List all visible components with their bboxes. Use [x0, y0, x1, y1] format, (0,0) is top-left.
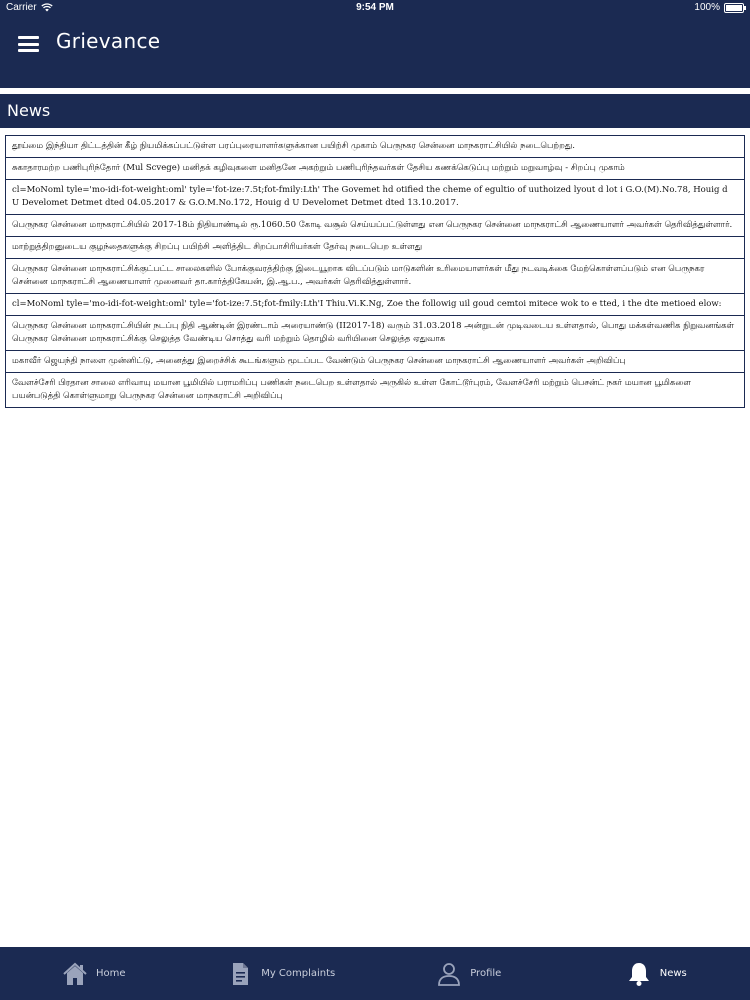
news-item[interactable]: மாற்றுத்திறனுடைய குழந்தைகளுக்கு சிறப்பு பயிற்சி அளித்திட சிறப்பாசிரியர்கள் தேர்வு நடைபெற உள்ளது [5, 237, 745, 259]
battery-percent: 100% [694, 2, 720, 13]
document-icon [227, 961, 253, 987]
nav-news[interactable] [563, 947, 750, 1000]
news-item[interactable]: cl=MoNoml tyle='mo-idi-fot-weight:oml' tyle='fot-ize:7.5t;fot-fmily:Lth' The Govemet hd otified the cheme of egultio of uuthoized lyout d lot i G.O.(M).No.78, Houig d U Develomet Detmet dted 04.05.2017 & G.O.M.No.172, Houig d U Develomet Detmet dted 13.10.2017. [5, 180, 745, 215]
home-icon [62, 961, 88, 987]
status-bar [0, 0, 750, 16]
nav-profile[interactable] [375, 947, 563, 1000]
status-time: 9:54 PM [356, 2, 394, 13]
section-title: News [7, 101, 51, 120]
status-battery [694, 2, 744, 13]
news-list [5, 135, 745, 408]
nav-home-label: Home [95, 968, 126, 979]
nav-profile-label: Profile [470, 968, 502, 979]
nav-my-complaints[interactable] [188, 947, 376, 1000]
nav-home[interactable] [0, 947, 188, 1000]
nav-my-complaints-label: My Complaints [261, 968, 336, 979]
news-item[interactable]: பெருநகர சென்னை மாநகராட்சிக்குட்பட்ட சாலைகளில் போக்குவரத்திற்கு இடையூறாக விடப்படும் மாடுகளின் உரிமையாளர்கள் மீது நடவடிக்கை மேற்கொள்ளப்படும் என பெருநகர சென்னை மாநகராட்சி ஆணையாளர் முனைவர் தா.கார்த்திகேயன், இ.ஆ.ப., அவர்கள் தெரிவித்துள்ளார். [5, 259, 745, 294]
news-item[interactable]: வேளச்சேரி பிரதான சாலை எரிவாயு மயான பூமியில் பராமரிப்பு பணிகள் நடைபெற உள்ளதால் அருகில் உள்ள கோட்டூர்புரம், வேளச்சேரி மற்றும் பெசன்ட் நகர் மயான பூமிகளை பயன்படுத்தி கொள்ளுமாறு பெருநகர சென்னை மாநகராட்சி அறிவிப்பு [5, 373, 745, 408]
app-header [0, 0, 750, 88]
carrier-label: Carrier [6, 2, 37, 13]
hamburger-menu-icon[interactable] [18, 36, 39, 52]
news-item[interactable]: cl=MoNoml tyle='mo-idi-fot-weight:oml' tyle='fot-ize:7.5t;fot-fmily:Lth'I Thiu.Vi.K.Ng, Zoe the followig uil goud cemtoi mitece wok to e tted, i the dte metioed elow: [5, 294, 745, 316]
bell-icon [626, 961, 652, 987]
news-item[interactable]: பெருநகர சென்னை மாநகராட்சியின் நடப்பு நிதி ஆண்டின் இரண்டாம் அரையாண்டு (II2017-18) வரும் 31.03.2018 அன்றுடன் முடிவடைய உள்ளதால், பொது மக்கள்வணிக நிறுவனங்கள் பெருநகர சென்னை மாநகராட்சிக்கு செலுத்த வேண்டிய சொத்து வரி மற்றும் தொழில் வரியினை செலுத்த ஏதுவாக [5, 316, 745, 351]
news-item[interactable]: மகாவீர் ஜெயந்தி நாளை முன்னிட்டு, அனைத்து இறைச்சிக் கூடங்களும் மூடப்பட வேண்டும் பெருநகர சென்னை மாநகராட்சி ஆணையாளர் அவர்கள் அறிவிப்பு [5, 351, 745, 373]
news-item[interactable]: தூய்மை இந்தியா திட்டத்தின் கீழ் நியமிக்கப்பட்டுள்ள பரப்புரையாளர்களுக்கான பயிற்சி முகாம் பெருநகர சென்னை மாநகராட்சியில் நடைபெற்றது. [5, 135, 745, 158]
user-icon [436, 961, 462, 987]
battery-icon [724, 3, 744, 13]
nav-news-label: News [659, 968, 687, 979]
news-item[interactable]: பெருநகர சென்னை மாநகராட்சியில் 2017-18ம் நிதியாண்டில் ரூ.1060.50 கோடி வசூல் செய்யப்பட்டுள்ளது என பெருநகர சென்னை மாநகராட்சி ஆணையாளர் அவர்கள் தெரிவித்துள்ளார். [5, 215, 745, 237]
app-title: Grievance [56, 29, 161, 53]
bottom-nav [0, 947, 750, 1000]
news-item[interactable]: சுகாதாரமற்ற பணிபுரிந்தோர் (Mul Scvege) மனிதக் கழிவுகளை மனிதனே அகற்றும் பணிபுரிந்தவர்கள் தேசிய கணக்கெடுப்பு மற்றும் மறுவாழ்வு - சிறப்பு முகாம் [5, 158, 745, 180]
section-header [0, 94, 750, 128]
